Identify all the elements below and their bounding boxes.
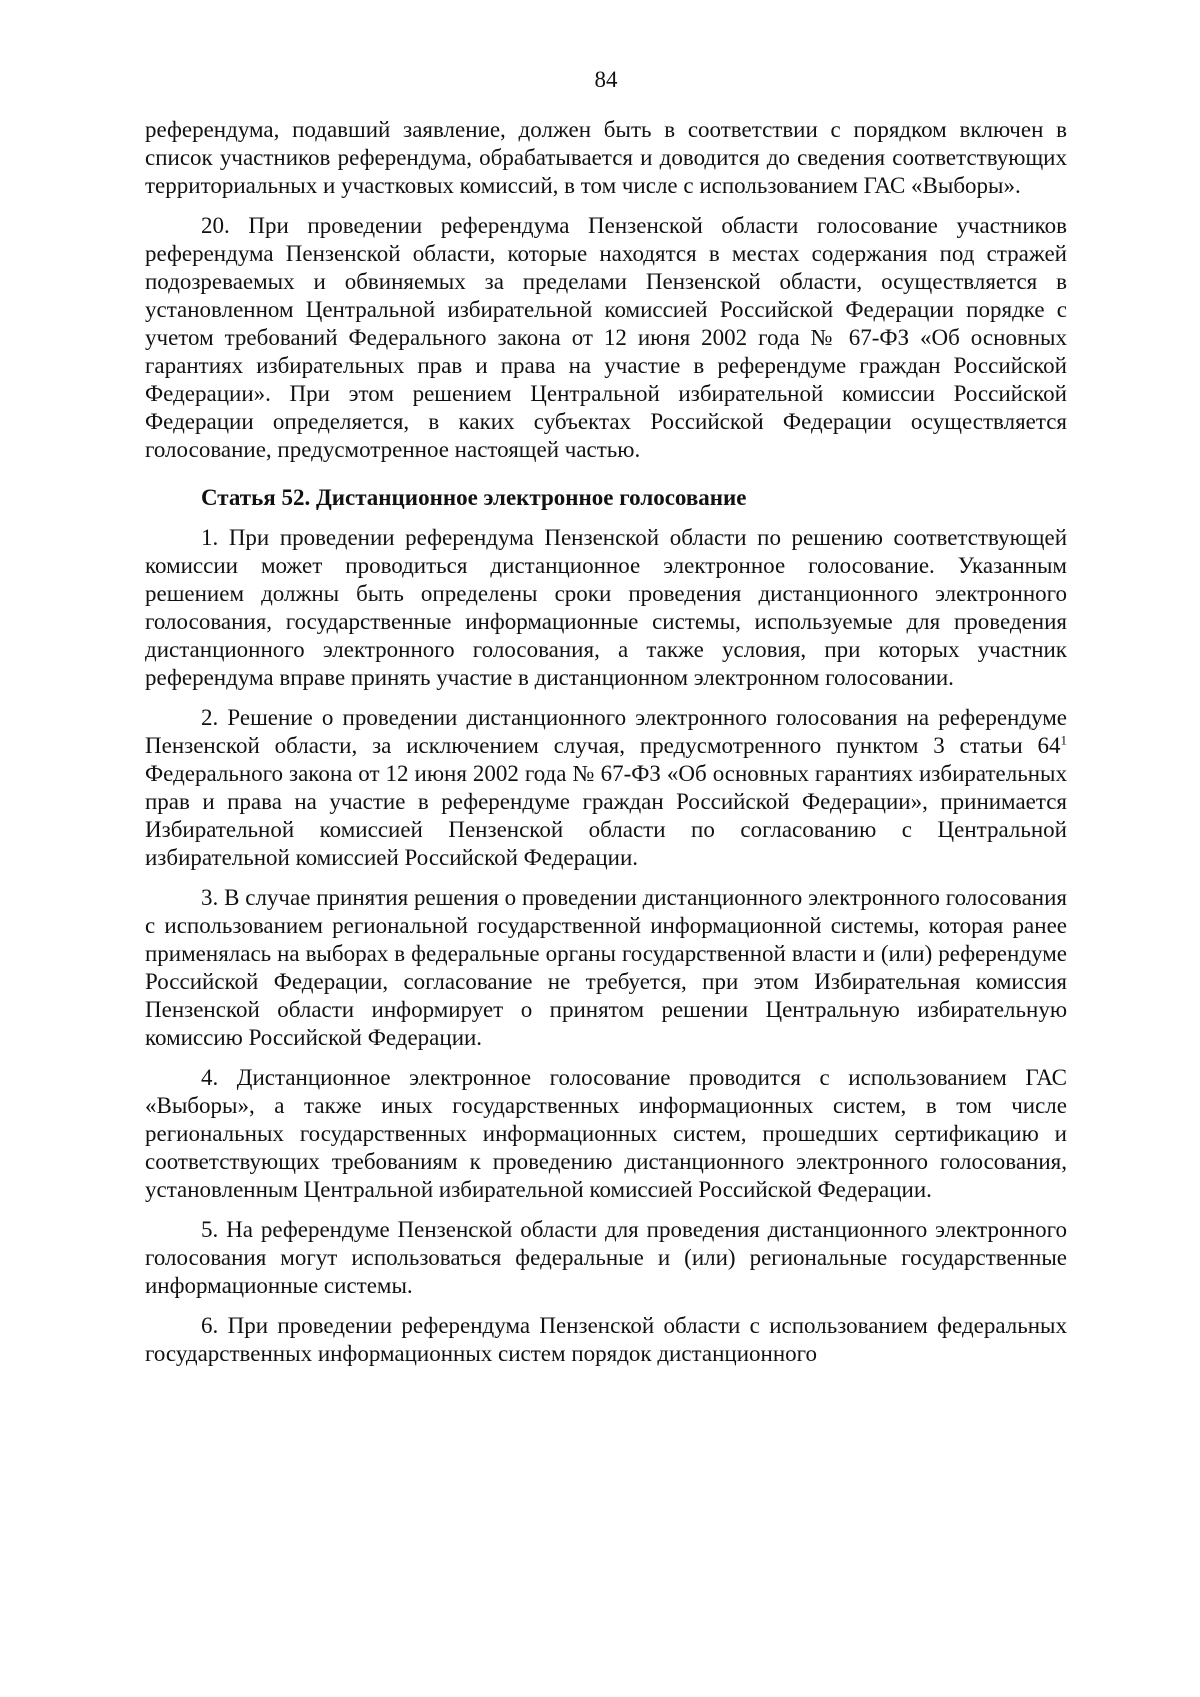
document-page [145, 66, 1067, 1380]
article-paragraph-2-text-a: 2. Решение о проведении дистанционного электронного голосования на референдуме Пензенской области, за исключением случая, предусмотренного пунктом 3 статьи 64 [145, 705, 1067, 758]
article-paragraph-4: 4. Дистанционное электронное голосование проводится с использованием ГАС «Выборы», а также иных государственных информационных систем, в том числе региональных государственных информационных систем, прошедших сертификацию и соответствующих требованиям к проведению дистанционного электронного голосования, установленным Центральной избирательной комиссией Российской Федерации. [145, 1065, 1067, 1202]
article-paragraph-1: 1. При проведении референдума Пензенской области по решению соответствующей комиссии может проводиться дистанционное электронное голосование. Указанным решением должны быть определены сроки проведения дистанционного электронного голосования, государственные информационные системы, используемые для проведения дистанционного электронного голосования, а также условия, при которых участник референдума вправе принять участие в дистанционном электронном голосовании. [145, 525, 1067, 690]
article-paragraph-6: 6. При проведении референдума Пензенской области с использованием федеральных государственных информационных систем порядок дистанционного [145, 1313, 1067, 1366]
article-paragraph-3: 3. В случае принятия решения о проведении дистанционного электронного голосования с использованием региональной государственной информационной системы, которая ранее применялась на выборах в федеральные органы государственной власти и (или) референдуме Российской Федерации, согласование не требуется, при этом Избирательная комиссия Пензенской области информирует о принятом решении Центральную избирательную комиссию Российской Федерации. [145, 885, 1067, 1050]
article-paragraph-2-text-b: Федерального закона от 12 июня 2002 года № 67-ФЗ «Об основных гарантиях избирательных прав и права на участие в референдуме граждан Российской Федерации», принимается Избирательной комиссией Пензенской области по согласованию с Центральной избирательной комиссией Российской Федерации. [145, 761, 1067, 870]
page-number: 84 [594, 67, 618, 92]
article-heading: Статья 52. Дистанционное электронное голосование [201, 485, 747, 510]
article-paragraph-5: 5. На референдуме Пензенской области для проведения дистанционного электронного голосования могут использоваться федеральные и (или) региональные государственные информационные системы. [145, 1217, 1067, 1298]
superscript-marker: 1 [1060, 732, 1067, 748]
article-paragraph-2 [145, 704, 1067, 872]
paragraph-continuation: референдума, подавший заявление, должен быть в соответствии с порядком включен в список участников референдума, обрабатывается и доводится до сведения соответствующих территориальных и участковых комиссий, в том числе с использованием ГАС «Выборы». [145, 117, 1067, 198]
paragraph-20: 20. При проведении референдума Пензенской области голосование участников референдума Пензенской области, которые находятся в местах содержания под стражей подозреваемых и обвиняемых за пределами Пензенской области, осуществляется в установленном Центральной избирательной комиссией Российской Федерации порядке с учетом требований Федерального закона от 12 июня 2002 года № 67-ФЗ «Об основных гарантиях избирательных прав и права на участие в референдуме граждан Российской Федерации». При этом решением Центральной избирательной комиссии Российской Федерации определяется, в каких субъектах Российской Федерации осуществляется голосование, предусмотренное настоящей частью. [145, 213, 1067, 462]
